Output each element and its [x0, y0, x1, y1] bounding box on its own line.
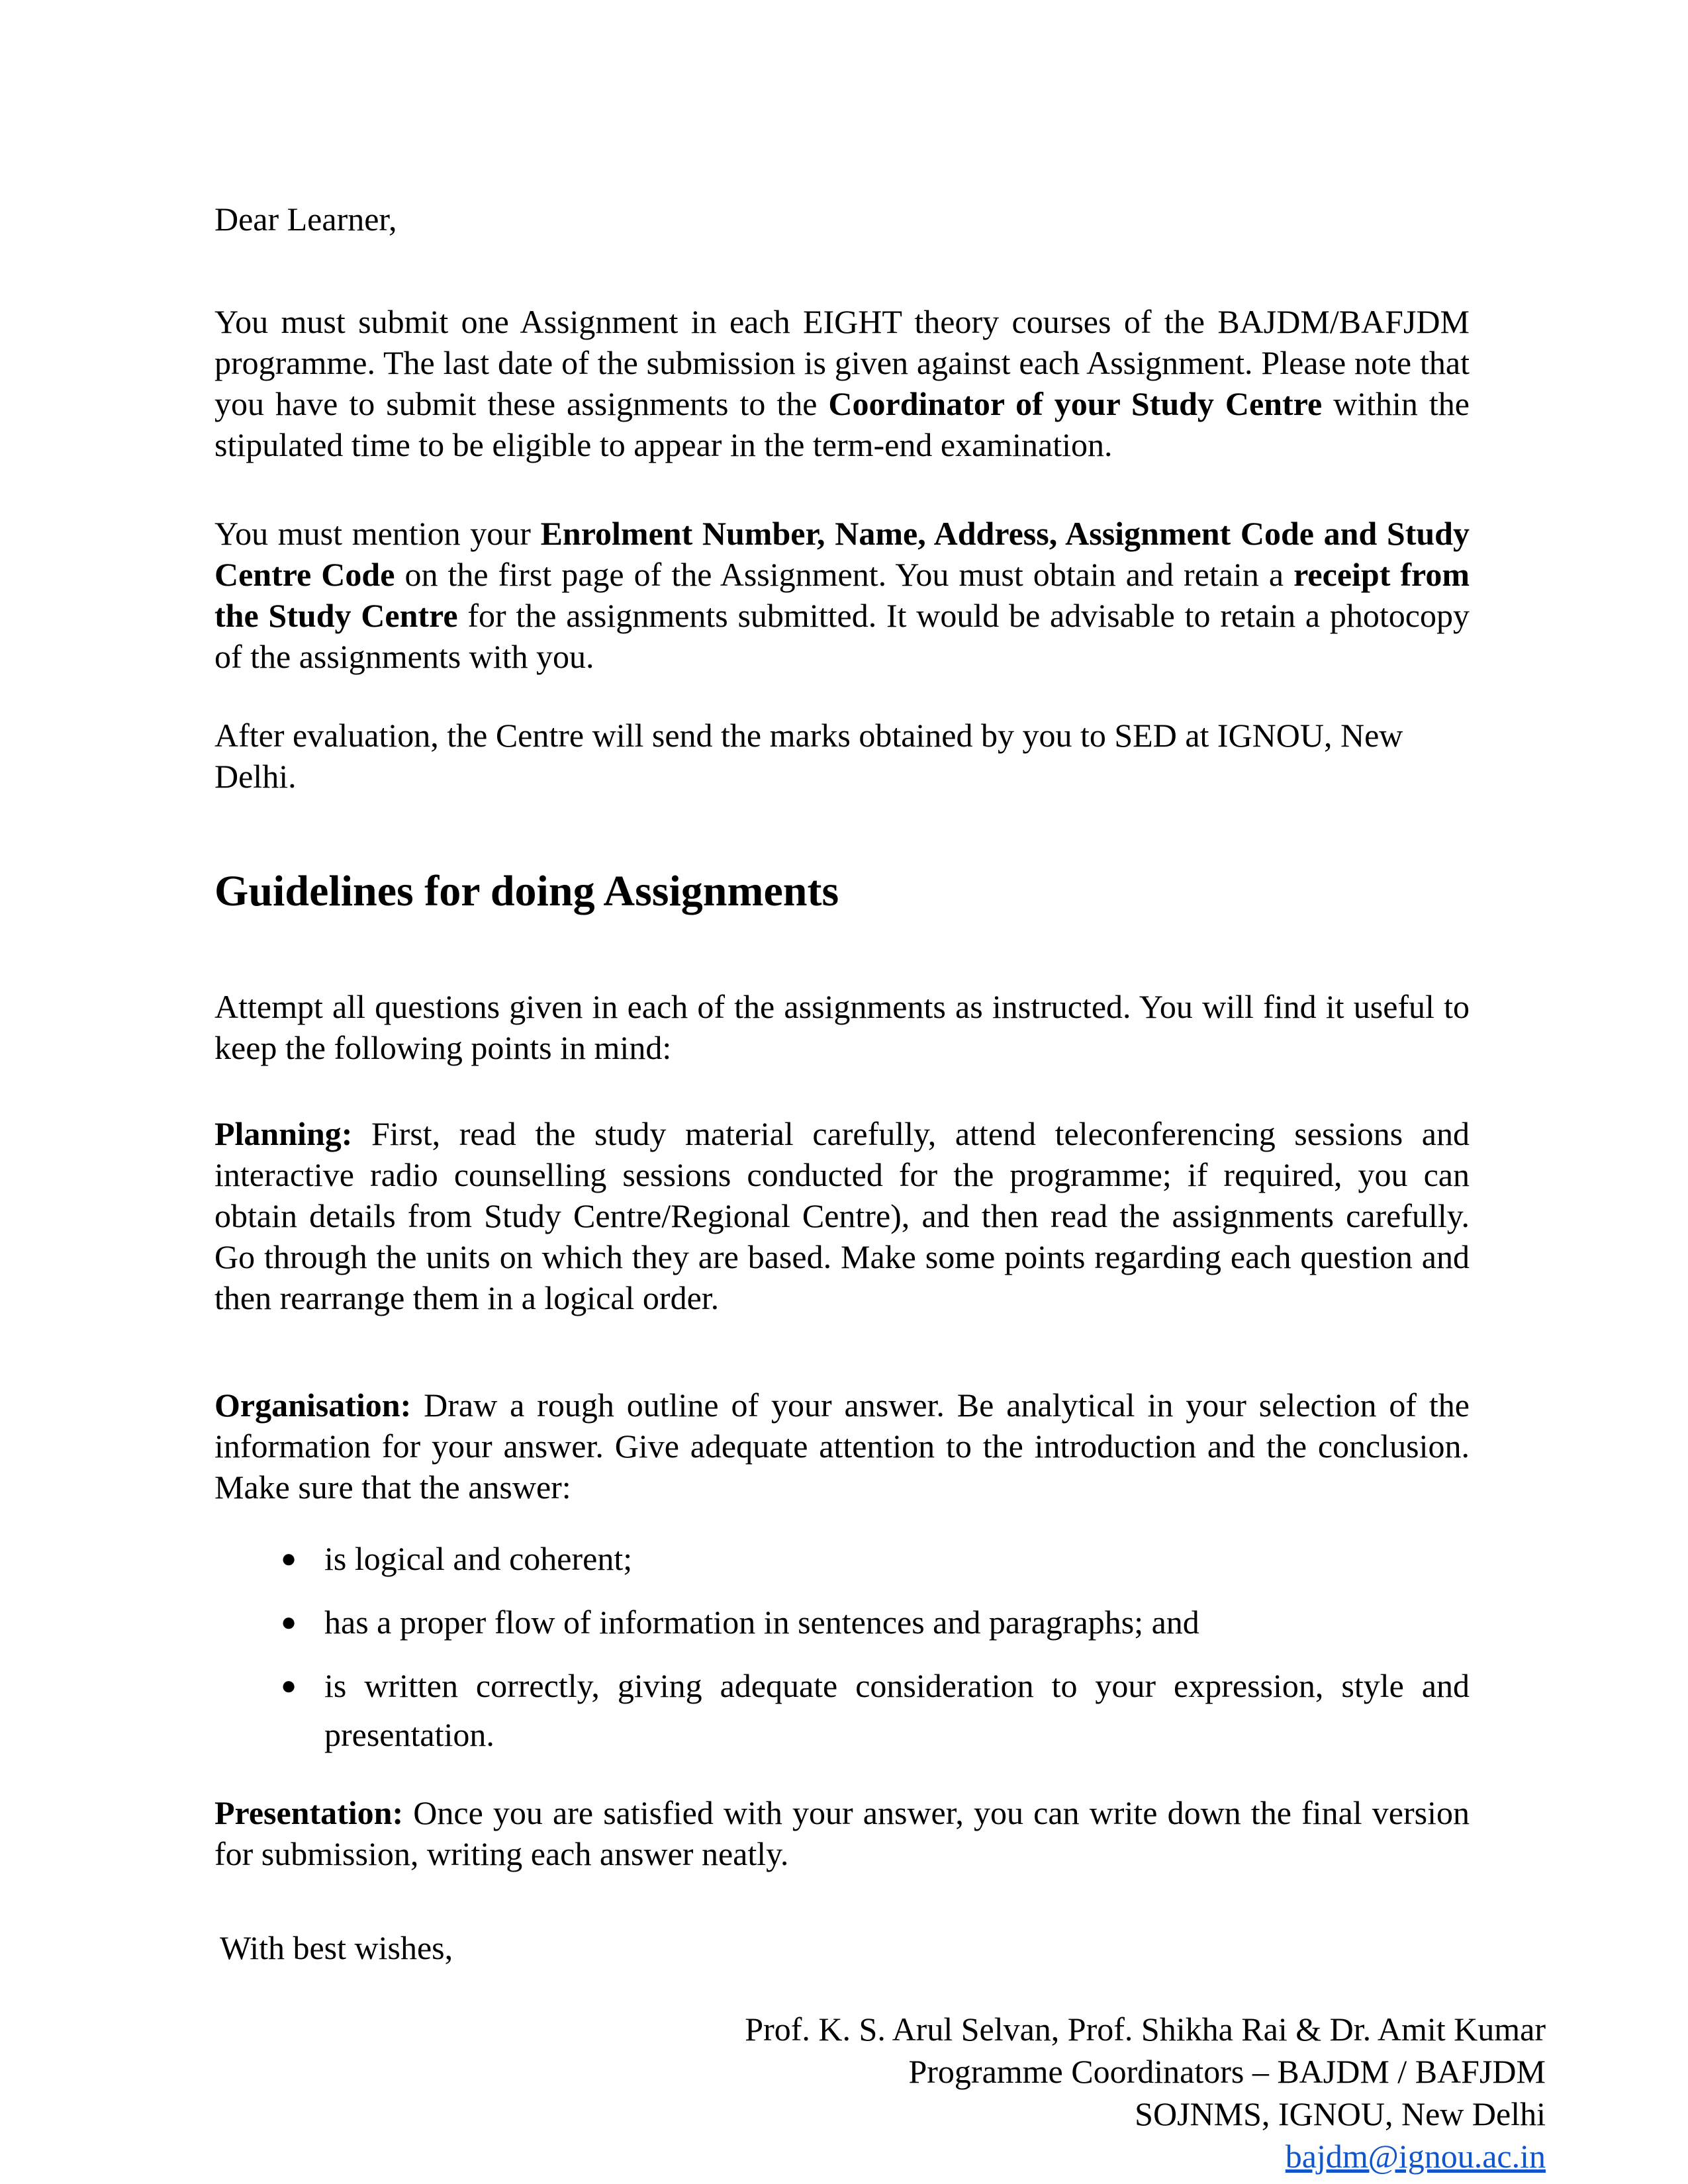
- paragraph-organisation-text: Draw a rough outline of your answer. Be analytical in your selection of the information for your answer. Give adequate attention to the introduction and the conclusion. Make sure that the answer:: [214, 1387, 1470, 1506]
- guidelines-heading: Guidelines for doing Assignments: [214, 867, 839, 915]
- list-item-text: is written correctly, giving adequate consideration to your expression, style and presentation.: [324, 1667, 1470, 1753]
- paragraph-mention-text: You must mention your: [214, 515, 541, 552]
- salutation: Dear Learner,: [214, 201, 397, 238]
- paragraph-mention: [214, 513, 1470, 677]
- list-item: [214, 1534, 1470, 1583]
- paragraph-presentation-label: Presentation:: [214, 1794, 404, 1831]
- bullet-icon: ●: [281, 1607, 297, 1637]
- list-item-text: is logical and coherent;: [324, 1540, 633, 1577]
- paragraph-attempt: Attempt all questions given in each of the assignments as instructed. You will find it useful to keep the following points in mind:: [214, 988, 1470, 1066]
- signature-block: [214, 2008, 1546, 2177]
- paragraph-presentation: [214, 1792, 1470, 1874]
- paragraph-organisation: [214, 1385, 1470, 1508]
- paragraph-mention-bold-enrolment: Enrolment Number, Name, Address, Assignment Code and Study Centre Code: [214, 515, 1470, 593]
- list-item: [214, 1598, 1470, 1647]
- paragraph-mention-text-mid: on the first page of the Assignment. You must obtain and retain a: [395, 556, 1294, 593]
- list-item: [214, 1661, 1470, 1759]
- answer-criteria-list: [214, 1534, 1470, 1759]
- paragraph-submit-text-end: within the stipulated time to be eligible to appear in the term-end examination.: [214, 385, 1470, 463]
- signature-institution: SOJNMS, IGNOU, New Delhi: [1135, 2095, 1546, 2132]
- list-item-text: has a proper flow of information in sentences and paragraphs; and: [324, 1604, 1199, 1641]
- paragraph-submit-text: You must submit one Assignment in each EIGHT theory courses of the BAJDM/BAFJDM programme. The last date of the submission is given against each Assignment. Please note that you have to submit these assignments to the: [214, 303, 1470, 422]
- paragraph-submit: [214, 301, 1470, 465]
- paragraph-mention-bold-receipt: receipt from the Study Centre: [214, 556, 1470, 634]
- paragraph-mention-text-end: for the assignments submitted. It would be advisable to retain a photocopy of the assignments with you.: [214, 597, 1470, 675]
- signature-names: Prof. K. S. Arul Selvan, Prof. Shikha Rai & Dr. Amit Kumar: [745, 2011, 1546, 2048]
- bullet-icon: ●: [281, 1543, 297, 1573]
- paragraph-organisation-label: Organisation:: [214, 1387, 412, 1424]
- paragraph-evaluation: After evaluation, the Centre will send the marks obtained by you to SED at IGNOU, New Delhi.: [214, 717, 1403, 795]
- email-link[interactable]: bajdm@ignou.ac.in: [1285, 2138, 1546, 2175]
- closing-line: With best wishes,: [220, 1929, 453, 1966]
- paragraph-presentation-text: Once you are satisfied with your answer, you can write down the final version for submission, writing each answer neatly.: [214, 1794, 1470, 1872]
- paragraph-submit-bold-coordinator: Coordinator of your Study Centre: [828, 385, 1323, 422]
- paragraph-planning-text: First, read the study material carefully, attend teleconferencing sessions and interactive radio counselling sessions conducted for the programme; if required, you can obtain details from Study Centre/Regional Centre), and then read the assignments carefully. Go through the units on which they are based. Make some points regarding each question and then rearrange them in a logical order.: [214, 1115, 1470, 1316]
- bullet-icon: ●: [281, 1670, 297, 1700]
- signature-role: Programme Coordinators – BAJDM / BAFJDM: [908, 2053, 1546, 2090]
- paragraph-planning: [214, 1113, 1470, 1318]
- paragraph-planning-label: Planning:: [214, 1115, 353, 1152]
